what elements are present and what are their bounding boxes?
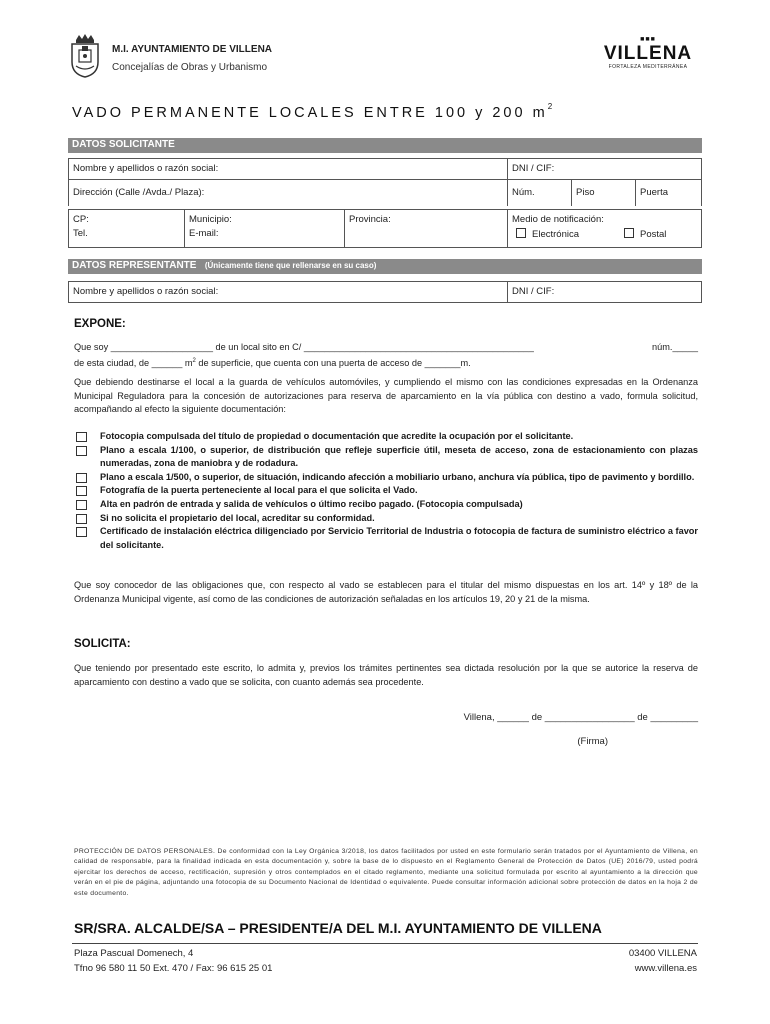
list-item[interactable]: Plano a escala 1/100, o superior, de distribución que refleje superficie útil, meseta de acceso, zona de estacionamiento con plazas numeradas, zona de maniobra y de rodadura.: [74, 444, 698, 471]
list-item[interactable]: Fotografía de la puerta perteneciente al local para el que solicita el Vado.: [74, 484, 698, 498]
email-field[interactable]: E-mail:: [189, 228, 219, 239]
obligations-paragraph: Que soy conocedor de las obligaciones que, con respecto al vado se establecen para el titular del mismo dispuestas en los art. 14º y 18º de la Ordenanza Municipal vigente, así como de las condiciones de autorización señaladas en los artículos 19, 20 y 21 de la misma.: [74, 580, 698, 604]
solicitante-grid-2: [68, 209, 702, 248]
footer-web[interactable]: www.villena.es: [634, 963, 697, 974]
doc-checkbox[interactable]: [76, 473, 87, 483]
list-item[interactable]: Fotocopia compulsada del título de propiedad o documentación que acredite la ocupación por el solicitante.: [74, 430, 698, 444]
expone-line-1[interactable]: Que soy ____________________ de un local sito en C/ _____________________________________________: [74, 342, 534, 352]
document-title: VADO PERMANENTE LOCALES ENTRE 100 y 200 $m^2$: [72, 102, 553, 121]
section-solicitante-heading: DATOS SOLICITANTE: [68, 138, 702, 153]
expone-line-1-num[interactable]: núm._____: [652, 342, 698, 352]
coat-of-arms-icon: [70, 34, 100, 78]
signature-label: (Firma): [577, 736, 608, 747]
list-item[interactable]: Si no solicita el propietario del local, acreditar su conformidad.: [74, 512, 698, 526]
notification-field: Medio de notificación: Electrónica Postal: [507, 210, 701, 247]
grid-row: [69, 159, 701, 180]
list-item[interactable]: Alta en padrón de entrada y salida de vehículos o último recibo pagado. (Fotocopia compulsada): [74, 498, 698, 512]
doc-checkbox[interactable]: [76, 514, 87, 524]
department-name: Concejalías de Obras y Urbanismo: [112, 62, 268, 73]
place-date-line[interactable]: Villena, ______ de _________________ de _________: [463, 712, 698, 723]
documents-checklist: [74, 430, 698, 552]
expone-heading: EXPONE:: [74, 318, 126, 330]
expone-fill-lines: [74, 341, 698, 370]
dni-field[interactable]: DNI / CIF:: [507, 159, 701, 179]
grid-row: [69, 180, 701, 206]
logo-wordmark: VILLENA: [603, 43, 693, 64]
electronica-option[interactable]: Electrónica: [516, 228, 579, 240]
puerta-field[interactable]: Puerta: [635, 180, 701, 206]
num-field[interactable]: Núm.: [507, 180, 571, 206]
footer-postal: 03400 VILLENA: [628, 948, 697, 959]
electronica-checkbox[interactable]: [516, 228, 526, 238]
footer-phone: Tfno 96 580 11 50 Ext. 470 / Fax: 96 615 25 01: [74, 963, 273, 974]
solicitante-grid: [68, 158, 702, 206]
expone-paragraph: Que debiendo destinarse el local a la guarda de vehículos automóviles, y cumpliendo el mismo con las condiciones expresadas en la Ordenanza Municipal Reguladora para la concesión de autorizaciones para reserva de aparcamiento en la vía pública con destino a vado, formula solicitud, acompañando al efecto la siguiente documentación:: [74, 377, 698, 415]
name-field[interactable]: Nombre y apellidos o razón social:: [73, 163, 219, 174]
piso-field[interactable]: Piso: [571, 180, 635, 206]
cp-field[interactable]: CP: Tel.: [73, 214, 89, 239]
logo-dots-icon: ■■■: [640, 36, 656, 43]
doc-checkbox[interactable]: [76, 432, 87, 442]
list-item[interactable]: Certificado de instalación eléctrica diligenciado por Servicio Territorial de Industria o fotocopia de factura de suministro eléctrico a favor del solicitante.: [74, 525, 698, 552]
representante-note: (Únicamente tiene que rellenarse en su caso): [204, 261, 377, 270]
tel-field[interactable]: Tel.: [73, 228, 88, 239]
representante-grid: [68, 281, 702, 303]
municipio-field[interactable]: Municipio: E-mail:: [184, 210, 344, 247]
footer-divider: [72, 943, 698, 944]
logo-tagline: FORTALEZA MEDITERRÁNEA: [608, 64, 688, 70]
rep-dni-field[interactable]: DNI / CIF:: [507, 282, 701, 302]
postal-checkbox[interactable]: [624, 228, 634, 238]
postal-option[interactable]: Postal: [624, 228, 666, 240]
list-item[interactable]: Plano a escala 1/500, o superior, de situación, indicando afección a mobiliario urbano, anchura vía pública, tipo de pavimento y bordillo.: [74, 471, 698, 485]
villena-logo: [600, 36, 696, 70]
rep-name-field[interactable]: Nombre y apellidos o razón social:: [73, 286, 219, 297]
solicita-heading: SOLICITA:: [74, 638, 131, 650]
provincia-field[interactable]: Provincia:: [344, 210, 507, 247]
doc-checkbox[interactable]: [76, 486, 87, 496]
expone-line-2[interactable]: de esta ciudad, de ______ $m^2$ de superficie, que cuenta con una puerta de acceso de _______m.: [74, 357, 471, 368]
doc-checkbox[interactable]: [76, 500, 87, 510]
page-header: [70, 34, 700, 84]
privacy-notice: PROTECCIÓN DE DATOS PERSONALES. De conformidad con la Ley Orgánica 3/2018, los datos facilitados por usted en este formulario serán tratados por el Ayuntamiento de Villena, en calidad de responsable, para la finalidad indicada en esta documentación y, sobre la base de lo dispuesto en el Reglamento General de Protección de Datos (UE) 2016/79, usted podrá ejercitar los derechos de acceso, rectificación, supresión y otros contemplados en el citado reglamento, mediante una solicitud formulada por escrito al ayuntamiento a la dirección que verán en el pie de página, adjuntando una fotocopia de su Documento Nacional de Identidad o equivalente. Puede consultar información adicional sobre protección de datos en la hoja 2 de este documento.: [74, 848, 698, 897]
addressee: SR/SRA. ALCALDE/SA – PRESIDENTE/A DEL M.I. AYUNTAMIENTO DE VILLENA: [74, 920, 602, 936]
grid-row: [69, 210, 701, 248]
doc-checkbox[interactable]: [76, 446, 87, 456]
doc-checkbox[interactable]: [76, 527, 87, 537]
grid-row: [69, 282, 701, 303]
org-name: M.I. AYUNTAMIENTO DE VILLENA: [112, 44, 273, 55]
footer-address: Plaza Pascual Domenech, 4: [74, 948, 194, 959]
address-field[interactable]: Dirección (Calle /Avda./ Plaza):: [73, 187, 205, 198]
solicita-paragraph: Que teniendo por presentado este escrito, lo admita y, previos los trámites pertinentes sea dictada resolución por la que se autorice la reserva de aparcamiento con destino a vado que se solicita, con cuanto además sea procedente.: [74, 663, 698, 687]
section-representante-heading: DATOS REPRESENTANTE (Únicamente tiene que rellenarse en su caso): [68, 259, 702, 274]
